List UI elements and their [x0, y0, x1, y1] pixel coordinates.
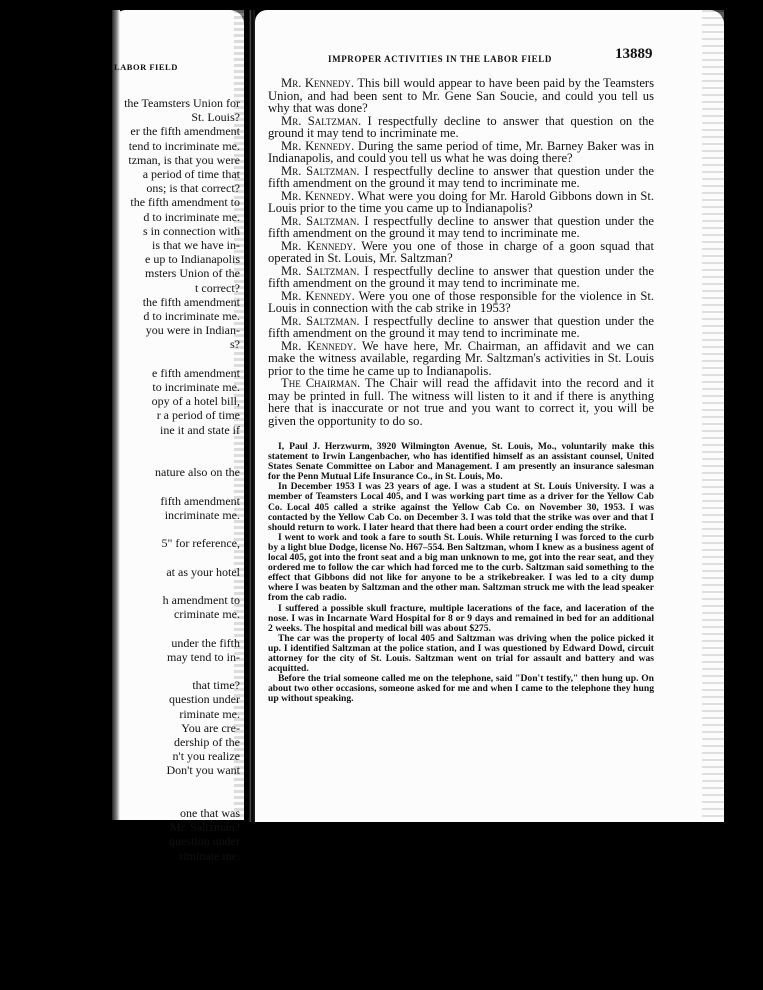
- speech-text: I respectfully decline to answer that question on the ground it may tend to incriminate me.: [268, 113, 654, 140]
- text-line: fifth amendment: [160, 493, 240, 508]
- speech-text: I respectfully decline to answer that question under the fifth amendment on the ground it may tend to incriminate me.: [268, 213, 654, 240]
- text-line: [114, 579, 240, 593]
- text-line: under the fifth: [171, 635, 240, 650]
- text-line: [114, 792, 240, 806]
- text-line: e fifth amendment: [152, 365, 240, 380]
- text-line: incriminate me.: [164, 507, 240, 522]
- testimony-text: [268, 77, 654, 427]
- text-line: nature also on the: [155, 465, 240, 480]
- text-line: [114, 664, 240, 678]
- text-line: question under: [169, 834, 240, 849]
- page-number: 13889: [615, 46, 653, 62]
- speech-text: We have here, Mr. Chairman, an affidavit and we can make the witness available, regarding Mr. Saltzman's activities in St. Louis prior to the time he came up to Indianapolis.: [268, 338, 654, 378]
- book-spine-gap: [244, 10, 255, 822]
- text-line: Mr. Saltzman?: [170, 820, 240, 835]
- text-line: s in connection with: [143, 223, 240, 238]
- text-line: may tend to in-: [167, 649, 240, 664]
- right-page: [255, 10, 724, 822]
- text-line: a period of time that: [142, 167, 240, 182]
- text-line: You are cre-: [181, 720, 240, 735]
- speaker-name: Mr. Saltzman.: [281, 213, 360, 228]
- text-line: the fifth amendment: [142, 294, 240, 309]
- speech-text: Were you one of those responsible for the violence in St. Louis in connection with the cab strike in 1953?: [268, 288, 655, 315]
- testimony-paragraph: [268, 140, 654, 165]
- speech-text: I respectfully decline to answer that question under the fifth amendment on the ground it may tend to incriminate me.: [268, 163, 654, 190]
- text-line: [114, 621, 240, 635]
- text-line: is that we have in-: [152, 238, 240, 253]
- speaker-name: Mr. Kennedy.: [281, 338, 357, 353]
- page-edge: [702, 10, 724, 822]
- text-line: at as your hotel: [166, 564, 240, 579]
- text-line: riminate me.: [179, 848, 240, 863]
- text-line: Don't you want: [166, 763, 240, 778]
- text-line: riminate me.: [179, 706, 240, 721]
- affidavit-paragraph: Before the trial someone called me on the telephone, said "Don't testify," then hung up. On about two other occasions, someone asked for me and when I came to the telephone they hung up without speaking.: [268, 673, 654, 705]
- text-line: [114, 522, 240, 536]
- speaker-name: Mr. Kennedy.: [281, 76, 355, 90]
- testimony-paragraph: [268, 165, 654, 190]
- text-line: criminate me.: [174, 607, 240, 622]
- testimony-paragraph: [268, 265, 654, 290]
- speaker-name: Mr. Saltzman.: [281, 163, 360, 178]
- speaker-name: The Chairman.: [281, 376, 361, 390]
- text-line: tzman, is that you were: [128, 152, 240, 167]
- running-head: IMPROPER ACTIVITIES IN THE LABOR FIELD: [328, 54, 552, 64]
- testimony-paragraph: [268, 115, 654, 140]
- speech-text: I respectfully decline to answer that question under the fifth amendment on the ground it may tend to incriminate me.: [268, 263, 654, 290]
- speaker-name: Mr. Kennedy.: [281, 188, 355, 203]
- text-line: msters Union of the: [145, 266, 240, 281]
- text-line: you were in Indian-: [145, 323, 240, 338]
- testimony-paragraph: [268, 77, 654, 115]
- testimony-paragraph: [268, 190, 654, 215]
- testimony-paragraph: [268, 215, 654, 240]
- text-line: to incriminate me.: [152, 380, 240, 395]
- affidavit-paragraph: In December 1953 I was 23 years of age. I was a student at St. Louis University. I was a member of Teamsters Local 405, and I was working part time as a driver for the Yellow Cab Co. Local 405 called a strike against the Yellow Cab Co. on November 30, 1953. I was contacted by the Yellow Cab Co. on December 3. I was told that the strike was over and that I should return to work. I later heard that there had been a court order ending the strike.: [268, 481, 654, 533]
- text-line: d to incriminate me.: [143, 209, 240, 224]
- text-line: opy of a hotel bill,: [151, 394, 240, 409]
- speech-text: What were you doing for Mr. Harold Gibbons down in St. Louis prior to the time you came up to Indianapolis?: [268, 188, 655, 215]
- text-line: question under: [169, 692, 240, 707]
- text-line: h amendment to: [162, 593, 240, 607]
- affidavit-paragraph: The car was the property of local 405 and Saltzman was driving when the police picked it up. I identified Saltzman at the police station, and I was questioned by Edward Dowd, circuit attorney for the city of St. Louis. Saltzman went on trial for assault and battery and was acquitted.: [268, 632, 654, 675]
- text-line: [114, 437, 240, 451]
- left-page: [112, 10, 244, 863]
- text-line: dership of the: [174, 735, 240, 749]
- text-line: [114, 352, 240, 366]
- speaker-name: Mr. Kennedy.: [281, 138, 355, 153]
- text-line: s?: [230, 337, 240, 352]
- text-line: [114, 778, 240, 792]
- text-line: e up to Indianapolis: [145, 252, 240, 267]
- text-line: tend to incriminate me.: [128, 138, 240, 153]
- text-line: [114, 451, 240, 465]
- text-line: the fifth amendment to: [130, 195, 240, 210]
- text-line: St. Louis?: [191, 110, 240, 125]
- text-line: r a period of time: [156, 408, 240, 423]
- speaker-name: Mr. Kennedy.: [281, 288, 355, 303]
- text-line: [114, 479, 240, 493]
- speaker-name: Mr. Kennedy.: [281, 238, 357, 253]
- text-line: t correct?: [195, 280, 240, 295]
- text-line: 5" for reference,: [161, 536, 240, 551]
- text-line: the Teamsters Union for: [124, 96, 240, 110]
- text-line: one that was: [180, 805, 240, 820]
- speech-text: During the same period of time, Mr. Barney Baker was in Indianapolis, and could you tell us what he was doing there?: [268, 138, 655, 165]
- testimony-paragraph: [268, 240, 654, 265]
- testimony-paragraph: [268, 290, 654, 315]
- testimony-paragraph: [268, 377, 654, 427]
- text-line: ons; is that correct?: [146, 181, 240, 196]
- text-line: that time?: [192, 678, 240, 693]
- speech-text: Were you one of those in charge of a goon squad that operated in St. Louis, Mr. Saltzman?: [268, 238, 654, 265]
- affidavit-text: [268, 442, 654, 704]
- text-line: er the fifth amendment: [130, 124, 240, 139]
- affidavit-paragraph: I suffered a possible skull fracture, multiple lacerations of the face, and laceration of the nose. I was in Incarnate Ward Hospital for 8 or 9 days and remained in bed for an additional 2 weeks. The hospital and medical bill was about $275.: [268, 602, 654, 634]
- text-line: d to incriminate me.: [143, 309, 240, 324]
- speaker-name: Mr. Saltzman.: [281, 113, 362, 128]
- speaker-name: Mr. Saltzman.: [281, 263, 360, 278]
- text-line: [114, 550, 240, 564]
- testimony-paragraph: [268, 315, 654, 340]
- text-line: n't you realize: [172, 749, 240, 764]
- speech-text: This bill would appear to have been paid by the Teamsters Union, and had been sent to Mr. Gene San Soucie, and could you tell us why that was done?: [268, 76, 655, 115]
- left-page-text: [114, 96, 240, 863]
- text-line: ine it and state if: [160, 422, 240, 437]
- left-running-head: LABOR FIELD: [114, 62, 178, 72]
- affidavit-paragraph: I went to work and took a fare to south St. Louis. While returning I was forced to the curb by a light blue Dodge, license No. H67–554. Ben Saltzman, whom I knew as a business agent of local 405, got into the front seat and a big man unknown to me, got into the rear seat, and they ordered me to follow the car which had forced me to the curb. Saltzman said something to the effect that Gibbons did not like for anyone to be a strikebreaker. I was led to a city dump where I was beaten by Saltzman and the other man. Saltzman struck me with the lead speaker from the cab radio.: [268, 531, 654, 604]
- affidavit-paragraph: I, Paul J. Herzwurm, 3920 Wilmington Avenue, St. Louis, Mo., voluntarily make this statement to Irwin Langenbacher, who has identified himself as an assistant counsel, United States Senate Committee on Labor and Management. I am presently an insurance salesman for the Penn Mutual Life Insurance Co., in St. Louis, Mo.: [268, 441, 654, 483]
- testimony-paragraph: [268, 340, 654, 378]
- speech-text: I respectfully decline to answer that question under the fifth amendment on the ground it may tend to incriminate me.: [268, 313, 654, 340]
- speech-text: The Chair will read the affidavit into the record and it may be printed in full. The witness will listen to it and if there is anything here that is inaccurate or not true and you want to correct it, you will be given the opportunity to do so.: [268, 376, 654, 428]
- speaker-name: Mr. Saltzman.: [281, 313, 360, 328]
